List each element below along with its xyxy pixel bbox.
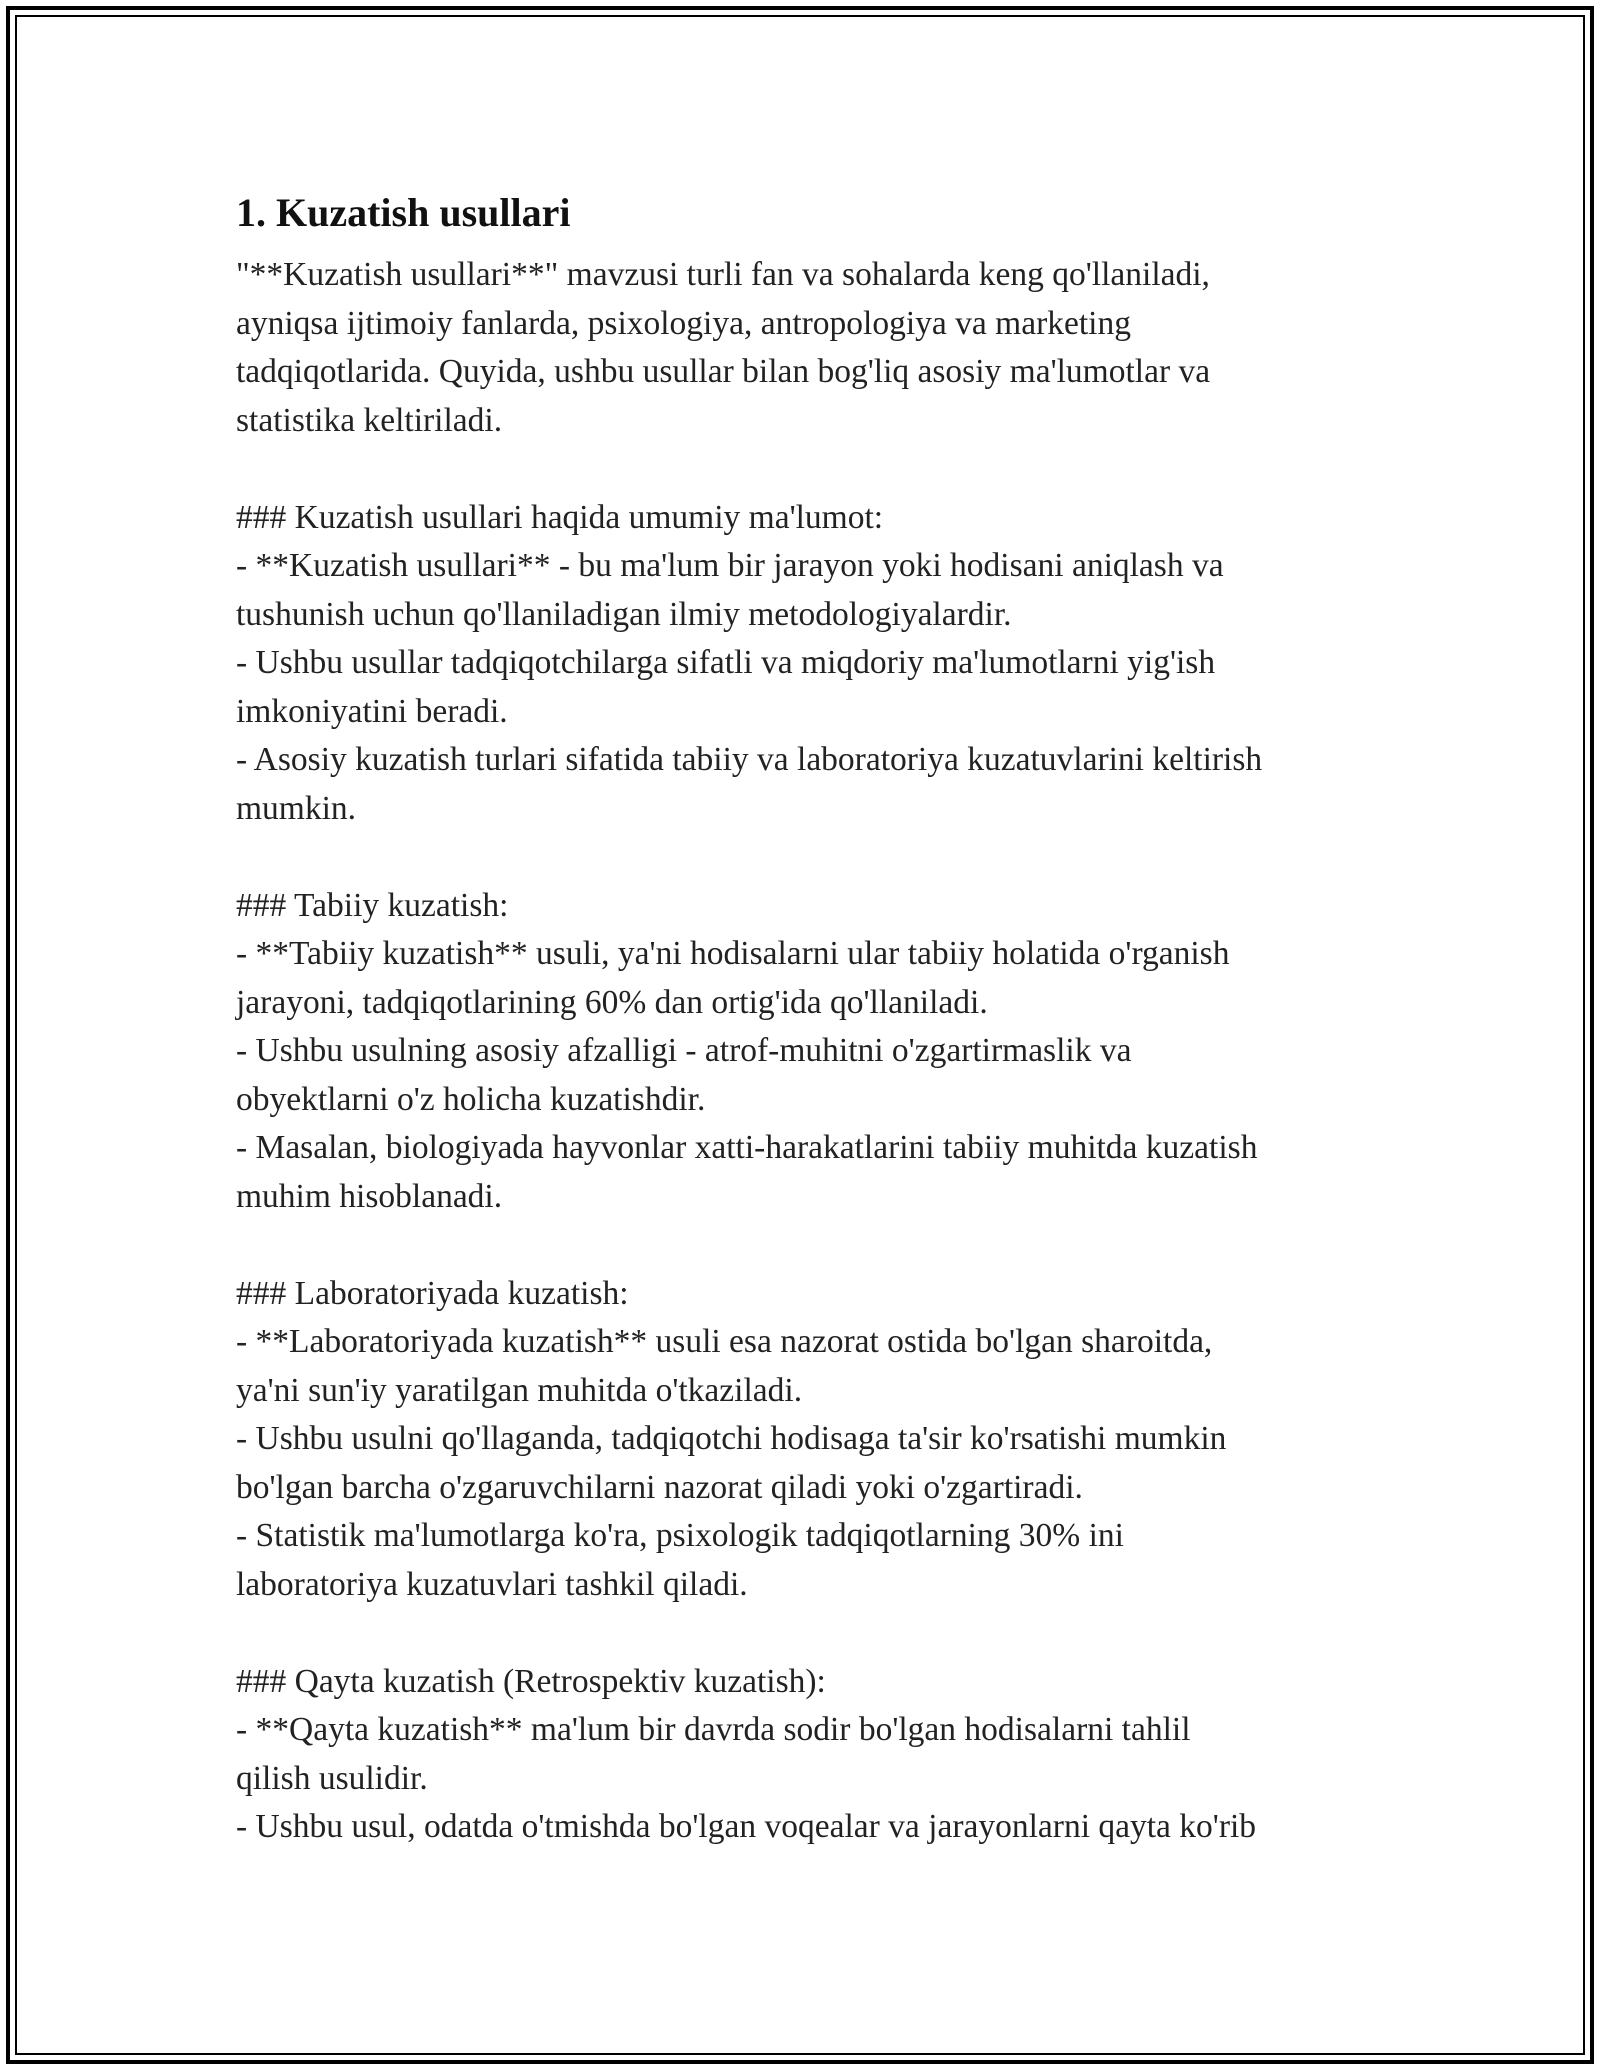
section-heading: ### Qayta kuzatish (Retrospektiv kuzatish): [236, 1662, 826, 1700]
section-line: - **Tabiiy kuzatish** usuli, ya'ni hodisalarni ular tabiiy holatida o'rganish [236, 935, 1230, 972]
intro-paragraph [236, 251, 1396, 445]
section-natural-observation [236, 882, 1396, 1222]
section-heading: ### Kuzatish usullari haqida umumiy ma'lumot: [236, 498, 884, 536]
section-line: - Ushbu usulni qo'llaganda, tadqiqotchi hodisaga ta'sir ko'rsatishi mumkin [236, 1420, 1227, 1457]
section-line: laboratoriya kuzatuvlari tashkil qiladi. [236, 1565, 748, 1603]
section-line: - Ushbu usulning asosiy afzalligi - atrof-muhitni o'zgartirmaslik va [236, 1032, 1132, 1069]
intro-line: ayniqsa ijtimoiy fanlarda, psixologiya, antropologiya va marketing [236, 304, 1131, 342]
intro-line: tadqiqotlarida. Quyida, ushbu usullar bilan bog'liq asosiy ma'lumotlar va [236, 353, 1211, 390]
section-line: jarayoni, tadqiqotlarining 60% dan ortig'ida qo'llaniladi. [236, 983, 988, 1021]
section-heading: ### Laboratoriyada kuzatish: [236, 1274, 629, 1312]
section-heading: ### Tabiiy kuzatish: [236, 886, 509, 924]
section-line: tushunish uchun qo'llaniladigan ilmiy metodologiyalardir. [236, 595, 1012, 633]
section-line: - Ushbu usullar tadqiqotchilarga sifatli va miqdoriy ma'lumotlarni yig'ish [236, 644, 1216, 681]
section-line: mumkin. [236, 789, 357, 827]
section-line: qilish usulidir. [236, 1759, 428, 1797]
section-line: muhim hisoblanadi. [236, 1177, 503, 1215]
section-general-info [236, 494, 1396, 834]
section-retrospective-observation [236, 1658, 1396, 1852]
section-line: - Ushbu usul, odatda o'tmishda bo'lgan voqealar va jarayonlarni qayta ko'rib [236, 1808, 1257, 1845]
intro-line: statistika keltiriladi. [236, 401, 503, 439]
section-line: - **Qayta kuzatish** ma'lum bir davrda sodir bo'lgan hodisalarni tahlil [236, 1711, 1191, 1748]
section-line: ya'ni sun'iy yaratilgan muhitda o'tkaziladi. [236, 1371, 803, 1409]
section-line: imkoniyatini beradi. [236, 692, 508, 730]
document-title: 1. Kuzatish usullari [236, 190, 571, 235]
section-laboratory-observation [236, 1270, 1396, 1610]
section-line: - Asosiy kuzatish turlari sifatida tabiiy va laboratoriya kuzatuvlarini keltirish [236, 741, 1263, 778]
section-line: - **Laboratoriyada kuzatish** usuli esa nazorat ostida bo'lgan sharoitda, [236, 1323, 1213, 1360]
intro-line: "**Kuzatish usullari**" mavzusi turli fan va sohalarda keng qo'llaniladi, [236, 256, 1210, 293]
section-line: - Masalan, biologiyada hayvonlar xatti-harakatlarini tabiiy muhitda kuzatish [236, 1129, 1258, 1166]
section-line: - **Kuzatish usullari** - bu ma'lum bir jarayon yoki hodisani aniqlash va [236, 547, 1224, 584]
section-line: obyektlarni o'z holicha kuzatishdir. [236, 1080, 706, 1118]
section-line: bo'lgan barcha o'zgaruvchilarni nazorat qiladi yoki o'zgartiradi. [236, 1468, 1083, 1506]
section-line: - Statistik ma'lumotlarga ko'ra, psixologik tadqiqotlarning 30% ini [236, 1517, 1124, 1554]
document-body [236, 185, 1396, 1852]
